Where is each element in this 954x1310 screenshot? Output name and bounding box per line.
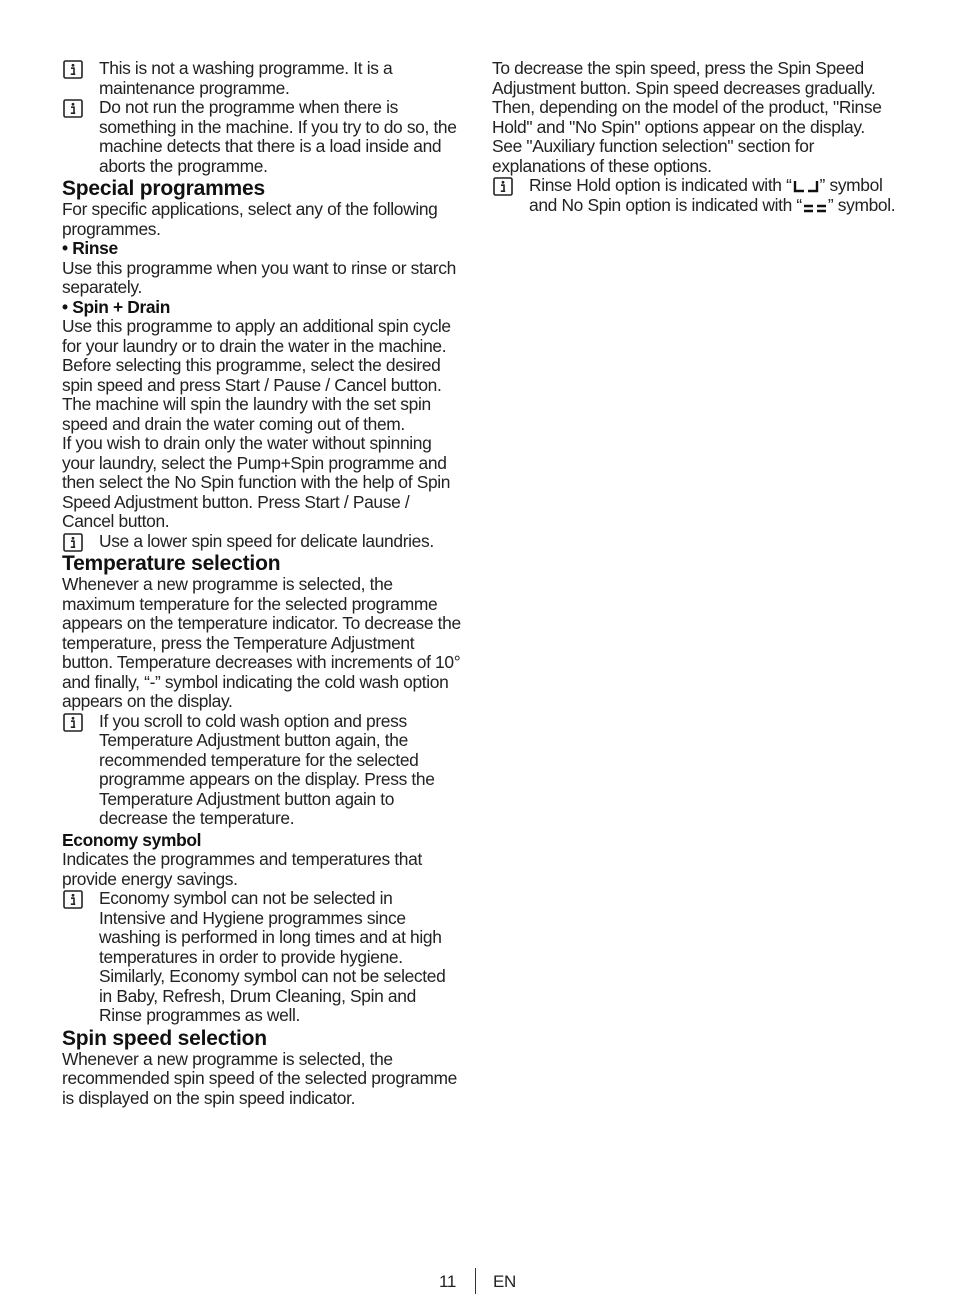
left-column	[62, 59, 462, 1108]
paragraph: Whenever a new programme is selected, the maximum temperature for the selected programme appears on the temperature indicator. To decrease the temperature, press the Temperature Adjustment button. Temperature decreases with increments of 10° and finally, “-” symbol indicating the cold wash option appears on the display.	[62, 574, 461, 711]
no-spin-symbol-icon	[802, 199, 828, 214]
info-note	[62, 98, 462, 176]
section-heading-special-programmes: Special programmes	[62, 177, 265, 200]
info-icon	[63, 890, 83, 909]
info-note	[62, 59, 462, 98]
note-text-part: ” symbol and No Spin option is indicated with “	[529, 175, 883, 215]
paragraph: To decrease the spin speed, press the Spin Speed Adjustment button. Spin speed decreases gradually. Then, depending on the model of the product, "Rinse Hold" and "No Spin" options appear on the display. See "Auxiliary function selection" section for explanations of these options.	[492, 58, 882, 176]
info-note	[492, 176, 897, 215]
page-footer	[0, 1268, 954, 1298]
info-icon	[63, 533, 83, 552]
info-note	[62, 532, 462, 552]
page-number: 11	[439, 1272, 456, 1291]
subheading-rinse: • Rinse	[62, 238, 118, 258]
info-note	[62, 889, 462, 1026]
info-note	[62, 712, 462, 829]
paragraph: For specific applications, select any of the following programmes.	[62, 199, 438, 239]
paragraph: Use this programme when you want to rinse or starch separately.	[62, 257, 456, 297]
rinse-hold-symbol-icon	[792, 179, 820, 194]
note-text: If you scroll to cold wash option and press Temperature Adjustment button again, the recommended temperature for the selected programme appears on the display. Press the Temperature Adjustment button again to decrease the temperature.	[99, 710, 435, 828]
paragraph: Use this programme to apply an additional spin cycle for your laundry or to drain the water in the machine.	[62, 316, 451, 356]
info-icon	[63, 60, 83, 79]
note-text	[529, 176, 897, 215]
note-text: Do not run the programme when there is something in the machine. If you try to do so, the machine detects that there is a load inside and aborts the programme.	[99, 97, 457, 176]
subheading-economy-symbol: Economy symbol	[62, 829, 202, 850]
footer-divider	[475, 1268, 476, 1294]
section-heading-temperature-selection: Temperature selection	[62, 552, 281, 575]
paragraph: Whenever a new programme is selected, the recommended spin speed of the selected programme is displayed on the spin speed indicator.	[62, 1048, 458, 1108]
right-column	[492, 59, 897, 215]
paragraph: Indicates the programmes and temperatures that provide energy savings.	[62, 849, 422, 889]
note-text: Economy symbol can not be selected in Intensive and Hygiene programmes since washing is performed in long times and at high temperatures in order to provide hygiene. Similarly, Economy symbol can not be selected in Baby, Refresh, Drum Cleaning, Spin and Rinse programmes as well.	[99, 888, 446, 1025]
note-text-part: ” symbol.	[827, 194, 896, 215]
section-heading-spin-speed-selection: Spin speed selection	[62, 1026, 267, 1050]
paragraph: If you wish to drain only the water without spinning your laundry, select the Pump+Spin programme and then select the No Spin function with the help of Spin Speed Adjustment button. Press Start / Pause / Cancel button.	[62, 433, 451, 531]
info-icon	[63, 713, 83, 732]
info-icon	[493, 177, 513, 196]
note-text-part: Rinse Hold option is indicated with “	[529, 175, 792, 195]
paragraph: Before selecting this programme, select the desired spin speed and press Start / Pause / Cancel button. The machine will spin the laundry with the set spin speed and drain the water coming out of them.	[62, 355, 442, 434]
note-text: This is not a washing programme. It is a maintenance programme.	[99, 58, 393, 98]
language-code: EN	[493, 1272, 516, 1291]
info-icon	[63, 99, 83, 118]
subheading-spin-drain: • Spin + Drain	[62, 296, 170, 317]
note-text: Use a lower spin speed for delicate laundries.	[99, 530, 434, 551]
